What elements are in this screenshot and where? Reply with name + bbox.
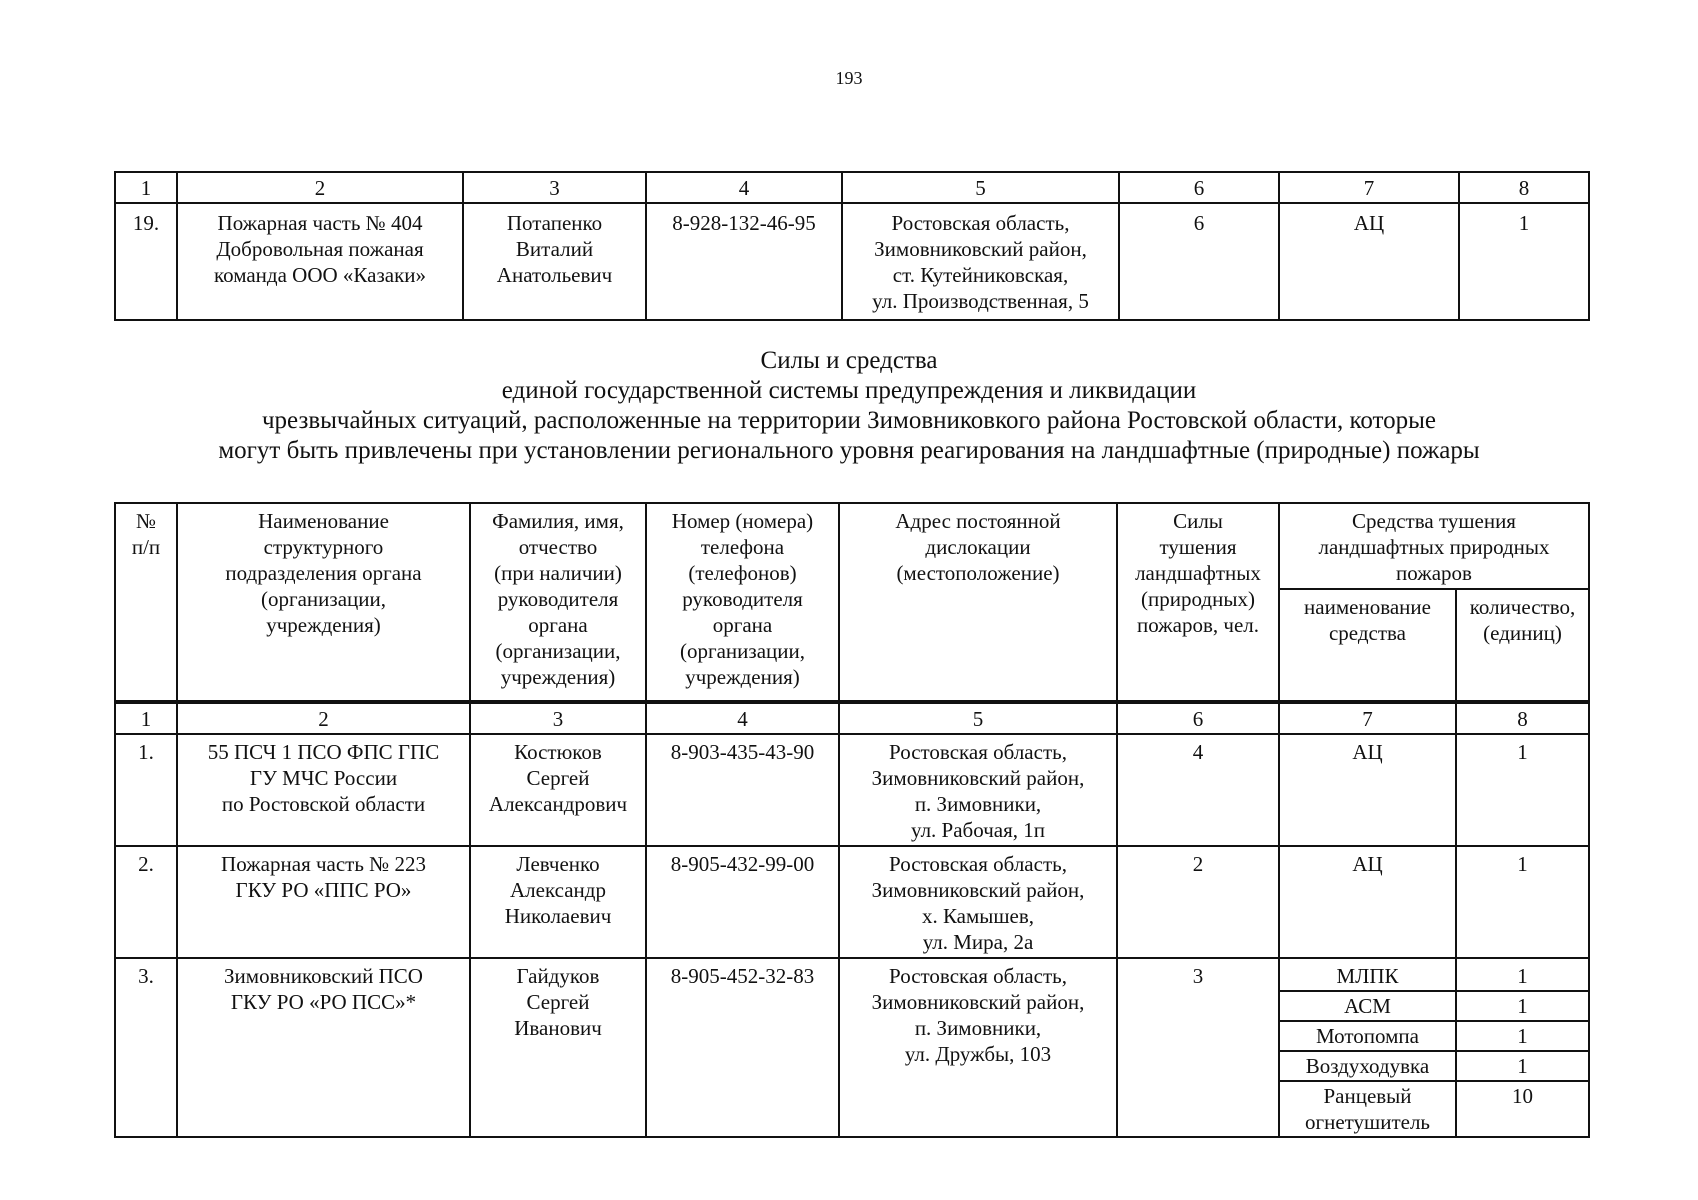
col-number: 4 (646, 172, 842, 203)
col-number: 8 (1459, 172, 1589, 203)
address: Ростовская область, Зимовниковский район, х. Камышев, ул. Мира, 2а (839, 846, 1117, 958)
col-number: 7 (1279, 172, 1459, 203)
col-number: 6 (1119, 172, 1279, 203)
equipment-name: АЦ (1279, 203, 1459, 320)
address: Ростовская область, Зимовниковский район, п. Зимовники, ул. Дружбы, 103 (839, 958, 1117, 1137)
section-title: Силы и средства единой государственной системы предупреждения и ликвидации чрезвычайных ситуаций, расположенные на территории Зимовниковкого района Ростовской области, которые могут быть привлечены при установлении регионального уровня реагирования на ландшафтные (природные) пожары (218, 347, 1480, 464)
row-number: 1. (115, 734, 177, 846)
forces-count: 6 (1119, 203, 1279, 320)
forces-count: 4 (1117, 734, 1279, 846)
col-number: 8 (1456, 702, 1589, 734)
col-number: 7 (1279, 702, 1456, 734)
col-number: 3 (463, 172, 646, 203)
table-row (115, 958, 1589, 991)
forces-table (114, 502, 1590, 1138)
equipment-name: АСМ (1279, 991, 1456, 1021)
header-head: Фамилия, имя, отчество (при наличии) руководителя органа (организации, учреждения) (470, 503, 646, 702)
address: Ростовская область, Зимовниковский район, п. Зимовники, ул. Рабочая, 1п (839, 734, 1117, 846)
equipment-count: 1 (1456, 991, 1589, 1021)
col-number: 1 (115, 172, 177, 203)
equipment-count: 1 (1459, 203, 1589, 320)
address: Ростовская область, Зимовниковский район, ст. Кутейниковская, ул. Производственная, 5 (842, 203, 1119, 320)
col-number: 4 (646, 702, 839, 734)
phone-number: 8-928-132-46-95 (646, 203, 842, 320)
head-name: Костюков Сергей Александрович (470, 734, 646, 846)
equipment-count: 1 (1456, 846, 1589, 958)
head-name: Левченко Александр Николаевич (470, 846, 646, 958)
header-means: Средства тушения ландшафтных природных пожаров (1279, 503, 1589, 589)
equipment-name: Воздуходувка (1279, 1051, 1456, 1081)
col-number: 5 (839, 702, 1117, 734)
phone-number: 8-903-435-43-90 (646, 734, 839, 846)
header-forces: Силы тушения ландшафтных (природных) пожаров, чел. (1117, 503, 1279, 702)
continuation-table (114, 171, 1590, 321)
header-means-name: наименование средства (1279, 589, 1456, 702)
col-number: 3 (470, 702, 646, 734)
row-number: 19. (115, 203, 177, 320)
col-number: 5 (842, 172, 1119, 203)
unit-name: Пожарная часть № 404 Добровольная пожаная команда ООО «Казаки» (177, 203, 463, 320)
column-number-row (115, 172, 1589, 203)
col-number: 2 (177, 702, 470, 734)
forces-count: 2 (1117, 846, 1279, 958)
header-name: Наименование структурного подразделения органа (организации, учреждения) (177, 503, 470, 702)
row-number: 2. (115, 846, 177, 958)
table-row (115, 846, 1589, 958)
header-row (115, 503, 1589, 589)
equipment-count: 10 (1456, 1081, 1589, 1137)
page-number: 193 (835, 68, 863, 88)
equipment-name: АЦ (1279, 734, 1456, 846)
header-phone: Номер (номера) телефона (телефонов) руководителя органа (организации, учреждения) (646, 503, 839, 702)
col-number: 6 (1117, 702, 1279, 734)
table-row (115, 203, 1589, 320)
phone-number: 8-905-452-32-83 (646, 958, 839, 1137)
equipment-name: АЦ (1279, 846, 1456, 958)
header-means-count: количество, (единиц) (1456, 589, 1589, 702)
equipment-name: МЛПК (1279, 958, 1456, 991)
unit-name: Пожарная часть № 223 ГКУ РО «ППС РО» (177, 846, 470, 958)
header-address: Адрес постоянной дислокации (местоположение) (839, 503, 1117, 702)
unit-name: Зимовниковский ПСО ГКУ РО «РО ПСС»* (177, 958, 470, 1137)
equipment-count: 1 (1456, 958, 1589, 991)
equipment-count: 1 (1456, 734, 1589, 846)
phone-number: 8-905-432-99-00 (646, 846, 839, 958)
table-row (115, 734, 1589, 846)
row-number: 3. (115, 958, 177, 1137)
col-number: 2 (177, 172, 463, 203)
col-number: 1 (115, 702, 177, 734)
head-name: Гайдуков Сергей Иванович (470, 958, 646, 1137)
unit-name: 55 ПСЧ 1 ПСО ФПС ГПС ГУ МЧС России по Ростовской области (177, 734, 470, 846)
equipment-name: Ранцевый огнетушитель (1279, 1081, 1456, 1137)
equipment-count: 1 (1456, 1021, 1589, 1051)
head-name: Потапенко Виталий Анатольевич (463, 203, 646, 320)
equipment-name: Мотопомпа (1279, 1021, 1456, 1051)
equipment-count: 1 (1456, 1051, 1589, 1081)
header-num: № п/п (115, 503, 177, 702)
column-number-row (115, 702, 1589, 734)
forces-count: 3 (1117, 958, 1279, 1137)
